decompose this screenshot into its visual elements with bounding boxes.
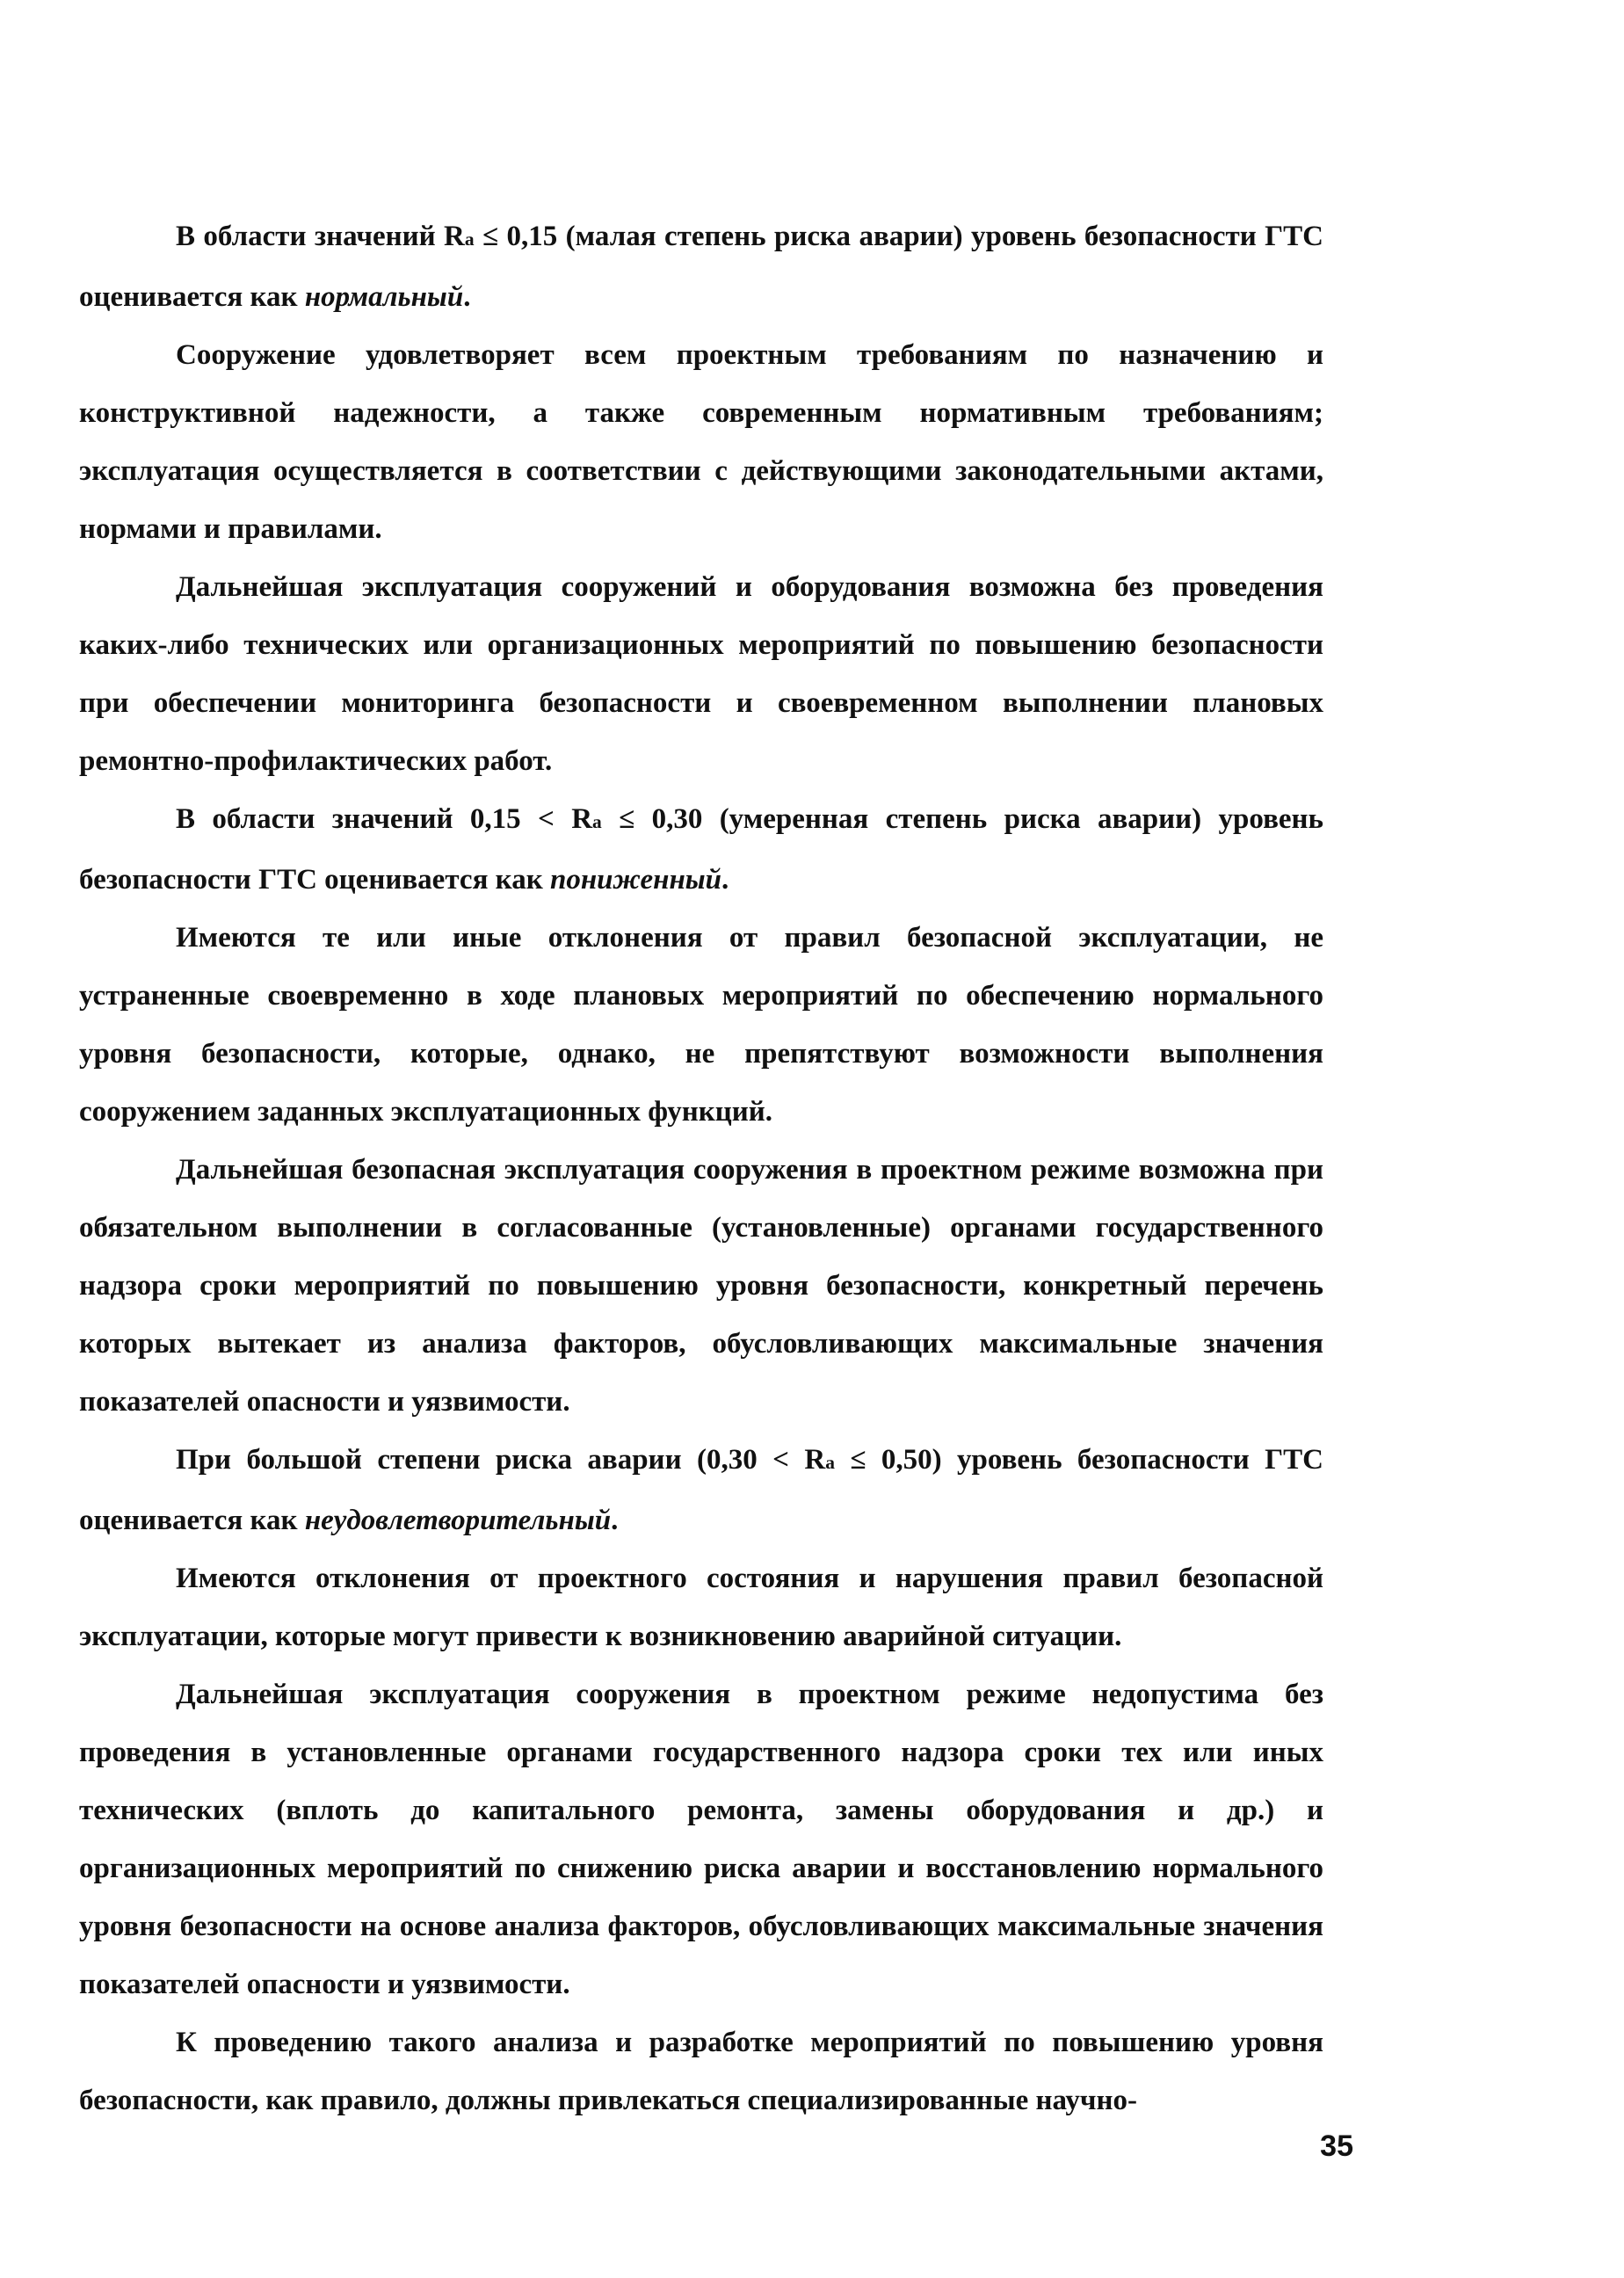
document-body — [79, 207, 1323, 2129]
paragraph-unsatisfactory-level: При большой степени риска аварии (0,30 < Ra ≤ 0,50) уровень безопасности ГТС оценивается как неудовлетворительный. — [79, 1444, 1324, 1536]
paragraph-text: При большой степени риска аварии (0,30 < — [176, 1444, 805, 1476]
paragraph-description: Дальнейшая эксплуатация сооружений и оборудования возможна без проведения каких-либо технических или организационных мероприятий по повышению безопасности при обеспечении мониторинга безопасности и своевременном выполнении плановых ремонтно-профилактических работ. — [79, 571, 1323, 777]
paragraph-text: ≤ 0,15 (малая степень риска аварии) уровень безопасности ГТС оценивается как — [79, 221, 1323, 313]
paragraph-description: К проведению такого анализа и разработке мероприятий по повышению уровня безопасности, как правило, должны привлекаться специализированные научно- — [79, 2027, 1323, 2116]
paragraph-description: Дальнейшая эксплуатация сооружения в проектном режиме недопустима без проведения в установленные органами государственного надзора сроки тех или иных технических (вплоть до капитального ремонта, замены оборудования и др.) и организационных мероприятий по снижению риска аварии и восстановлению нормального уровня безопасности на основе анализа факторов, обусловливающих максимальные значения показателей опасности и уязвимости. — [79, 1679, 1323, 2000]
paragraph-description: Имеются те или иные отклонения от правил безопасной эксплуатации, не устраненные своевременно в ходе плановых мероприятий по обеспечению нормального уровня безопасности, которые, однако, не препятствуют возможности выполнения сооружением заданных эксплуатационных функций. — [79, 922, 1323, 1128]
safety-level-term: неудовлетворительный — [304, 1505, 612, 1536]
safety-level-term: нормальный — [304, 281, 464, 313]
paragraph-text: В области значений 0,15 < — [176, 803, 572, 835]
safety-level-term: пониженный — [549, 864, 722, 896]
risk-symbol: Ra — [804, 1444, 835, 1476]
paragraph-normal-level: В области значений Ra ≤ 0,15 (малая степень риска аварии) уровень безопасности ГТС оценивается как нормальный. — [79, 221, 1323, 313]
risk-symbol: Ra — [444, 221, 475, 252]
paragraph-description: Дальнейшая безопасная эксплуатация сооружения в проектном режиме возможна при обязательном выполнении в согласованные (установленные) органами государственного надзора сроки мероприятий по повышению уровня безопасности, конкретный перечень которых вытекает из анализа факторов, обусловливающих максимальные значения показателей опасности и уязвимости. — [79, 1154, 1323, 1418]
paragraph-text: ≤ 0,50) уровень безопасности ГТС оценивается как — [79, 1444, 1324, 1536]
page-number: 35 — [1320, 2129, 1353, 2163]
paragraph-text: ≤ 0,30 (умеренная степень риска аварии) уровень безопасности ГТС оценивается как — [79, 803, 1323, 896]
risk-symbol: Ra — [571, 803, 602, 835]
paragraph-reduced-level: В области значений 0,15 < Ra ≤ 0,30 (умеренная степень риска аварии) уровень безопасности ГТС оценивается как пониженный. — [79, 803, 1323, 896]
paragraph-description: Имеются отклонения от проектного состояния и нарушения правил безопасной эксплуатации, которые могут привести к возникновению аварийной ситуации. — [79, 1563, 1323, 1652]
paragraph-description: Сооружение удовлетворяет всем проектным требованиям по назначению и конструктивной надежности, а также современным нормативным требованиям; эксплуатация осуществляется в соответствии с действующими законодательными актами, нормами и правилами. — [79, 339, 1323, 545]
paragraph-text: В области значений — [176, 221, 445, 252]
